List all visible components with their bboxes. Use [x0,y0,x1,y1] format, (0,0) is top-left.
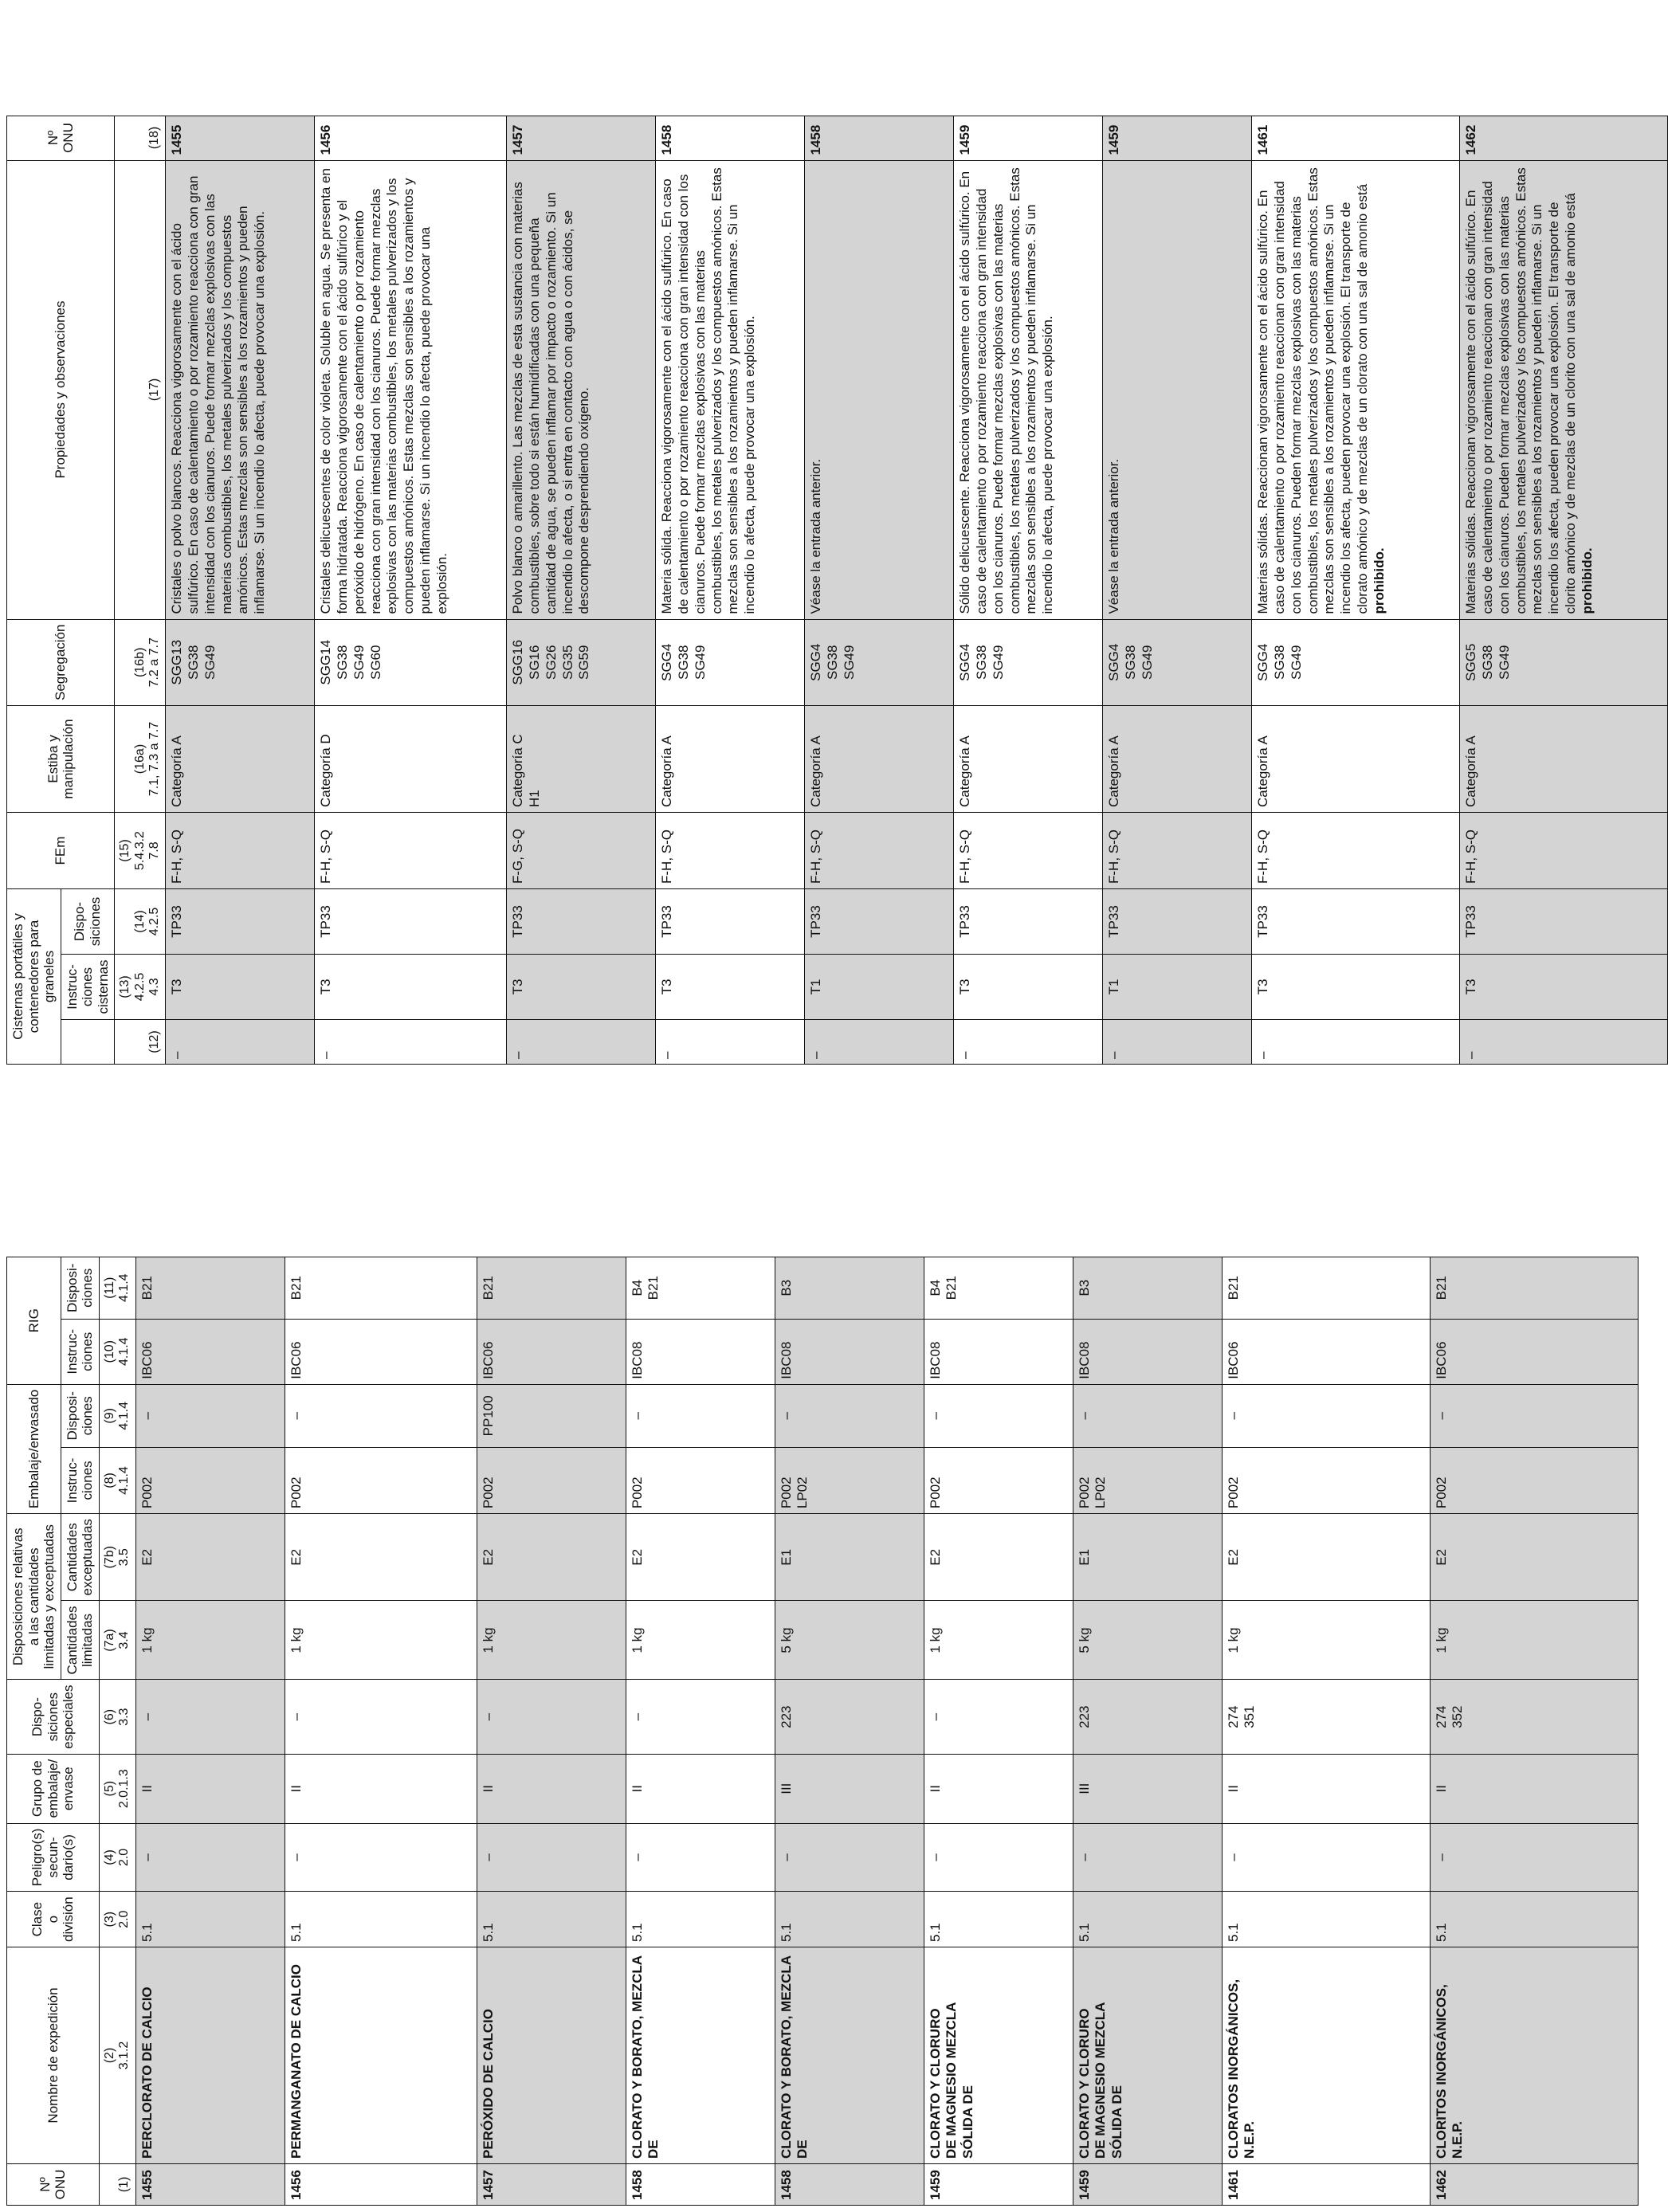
packing-provision-cell: – [775,1384,924,1447]
ibc-provision-cell: B21 [135,1257,285,1319]
table-row [315,116,507,1064]
segregation-cell: SGG14 SG38 SG49 SG60 [315,619,507,705]
table-row [805,116,954,1064]
col12-cell: – [805,1020,954,1065]
col12-cell: – [1460,1020,1668,1065]
properties-cell [1460,160,1668,619]
un-number-cell: 1458 [656,116,805,160]
segregation-cell: SGG5 SG38 SG49 [1460,619,1668,705]
table-row [1103,116,1252,1064]
class-cell: 5.1 [924,1892,1073,1947]
ibc-instruction-cell: IBC06 [285,1319,477,1384]
un-number-cell: 1458 [626,2164,775,2206]
properties-cell [315,160,507,619]
column-number-row [115,116,166,1064]
limited-quantity-cell: 5 kg [775,1601,924,1680]
tank-provision-cell: TP33 [656,889,805,955]
packing-instruction-cell: P002 [626,1447,775,1513]
shipping-name-cell: CLORATO Y BORATO, MEZCLA DE [626,1947,775,2164]
un-number-cell: 1457 [477,2164,626,2206]
segregation-cell: SGG13 SG38 SG49 [166,619,315,705]
stowage-cell: Categoría A [1103,706,1252,813]
un-number-cell: 1462 [1430,2164,1638,2206]
col-number: (7b) 3.5 [99,1514,135,1601]
properties-text: Materias sólidas. Reaccionan vigorosamente con el ácido sulfúrico. En caso de calentamiento o por rozamiento reaccionan con gran intensidad con los cianuros. Pueden formar mezclas explosivas con las materias combustibles, los metales pulverizados y los compuestos amónicos. Estas mezclas son sensibles a los rozamientos y pueden inflamarse. Si un incendio los afecta, pueden provocar una explosión. El transporte de clorito amónico y de mezclas de un clorito con una sal de amonio está [1463,167,1578,614]
ibc-provision-cell: B3 [1073,1257,1222,1319]
excepted-quantity-cell: E2 [924,1514,1073,1601]
packing-instruction-cell: P002 [1430,1447,1638,1513]
packing-group-cell: III [1073,1754,1222,1823]
stowage-cell: Categoría A [1460,706,1668,813]
ems-cell: F-H, S-Q [954,813,1103,889]
col-number: (5) 2.0.1.3 [99,1754,135,1823]
subsidiary-risk-cell: – [1430,1823,1638,1892]
shipping-name-cell: PERMANGANATO DE CALCIO [285,1947,477,2164]
un-number-cell: 1457 [507,116,656,160]
col-number: (10) 4.1.4 [99,1319,135,1384]
shipping-name-cell: CLORATO Y CLORURO DE MAGNESIO MEZCLA SÓLIDA DE [1073,1947,1222,2164]
col-header-portable-tanks-group: Cisternas portátiles y contenedores para graneles [7,889,61,1065]
table-row [1073,1257,1222,2205]
properties-text: Sólido delicuescente. Reacciona vigorosamente con el ácido sulfúrico. En caso de calentamiento o por rozamiento reacciona con gran intensidad con los cianuros. Puede formar mezclas explosivas con las materias combustibles, los metales pulverizados y los compuestos amónicos. Estas mezclas son sensibles a los rozamientos y pueden inflamarse. Si un incendio lo afecta, puede provocar una explosión. [957,167,1056,614]
properties-cell [805,160,954,619]
packing-provision-cell: – [1222,1384,1430,1447]
properties-cell [954,160,1103,619]
class-cell: 5.1 [775,1892,924,1947]
subsidiary-risk-cell: – [135,1823,285,1892]
excepted-quantity-cell: E2 [1430,1514,1638,1601]
packing-instruction-cell: P002 [285,1447,477,1513]
table-row [656,116,805,1064]
un-number-cell: 1461 [1222,2164,1430,2206]
col-number: (12) [115,1020,166,1065]
excepted-quantity-cell: E1 [775,1514,924,1601]
table-row [285,1257,477,2205]
tank-provision-cell: TP33 [954,889,1103,955]
col-header-packing-group-title: Embalaje/envasado [7,1384,61,1513]
shipping-name-cell: CLORATOS INORGÁNICOS, N.E.P. [1222,1947,1430,2164]
properties-bold-text: prohibido. [1579,547,1595,614]
limited-quantity-cell: 1 kg [477,1601,626,1680]
limited-quantity-cell: 1 kg [135,1601,285,1680]
tank-instruction-cell: T1 [1103,955,1252,1020]
segregation-cell: SGG4 SG38 SG49 [1252,619,1460,705]
special-provisions-cell: – [924,1680,1073,1754]
col-header-excepted-quantities: Cantidades exceptuadas [61,1514,99,1601]
tank-instruction-cell: T3 [507,955,656,1020]
ibc-provision-cell: B4 B21 [924,1257,1073,1319]
special-provisions-cell: 274 352 [1430,1680,1638,1754]
col-header-shipping-name: Nombre de expedición [7,1947,100,2164]
un-number-cell: 1459 [924,2164,1073,2206]
un-number-cell: 1456 [285,2164,477,2206]
dg-list-table-right [6,116,1668,1065]
col-number: (16a) 7.1, 7.3 a 7.7 [115,706,166,813]
segregation-cell: SGG4 SG38 SG49 [954,619,1103,705]
properties-cell [166,160,315,619]
stowage-cell: Categoría A [954,706,1103,813]
special-provisions-cell: 223 [775,1680,924,1754]
col-header-tank-instructions: Instruc- ciones cisternas [61,955,115,1020]
header-row [7,116,61,1064]
packing-group-cell: II [1430,1754,1638,1823]
col-header-stowage-handling: Estiba y manipulación [7,706,115,813]
ems-cell: F-G, S-Q [507,813,656,889]
table-row [775,1257,924,2205]
col-number: (14) 4.2.5 [115,889,166,955]
col-header-ibc-group: RIG [7,1257,61,1384]
packing-instruction-cell: P002 [135,1447,285,1513]
col12-cell: – [1252,1020,1460,1065]
packing-instruction-cell: P002 [477,1447,626,1513]
ems-cell: F-H, S-Q [315,813,507,889]
segregation-cell: SGG16 SG16 SG26 SG35 SG59 [507,619,656,705]
segregation-cell: SGG4 SG38 SG49 [1103,619,1252,705]
col-number: (11) 4.1.4 [99,1257,135,1319]
col-number: (7a) 3.4 [99,1601,135,1680]
excepted-quantity-cell: E2 [285,1514,477,1601]
stowage-cell: Categoría A [805,706,954,813]
un-number-cell: 1455 [135,2164,285,2206]
shipping-name-cell: PERÓXIDO DE CALCIO [477,1947,626,2164]
table-row [477,1257,626,2205]
ibc-provision-cell: B21 [285,1257,477,1319]
tank-instruction-cell: T3 [315,955,507,1020]
packing-group-cell: II [626,1754,775,1823]
col-number: (13) 4.2.5 4.3 [115,955,166,1020]
limited-quantity-cell: 1 kg [285,1601,477,1680]
properties-text: Materia sólida. Reacciona vigorosamente con el ácido sulfúrico. En caso de calentamiento o por rozamiento reacciona con gran intensidad con los cianuros. Puede formar mezclas explosivas con las materias combustibles, los metales pulverizados y los compuestos amónicos. Estas mezclas son sensibles a los rozamientos y pueden inflamarse. Si un incendio lo afecta, puede provocar una explosión. [659,167,758,614]
col-number: (6) 3.3 [99,1680,135,1754]
special-provisions-cell: – [285,1680,477,1754]
packing-provision-cell: PP100 [477,1384,626,1447]
col-header-packing-group: Grupo de embalaje/ envase [7,1754,100,1823]
packing-instruction-cell: P002 [924,1447,1073,1513]
limited-quantity-cell: 1 kg [1430,1601,1638,1680]
limited-quantity-cell: 5 kg [1073,1601,1222,1680]
properties-text: Materias sólidas. Reaccionan vigorosamente con el ácido sulfúrico. En caso de calentamiento o por rozamiento reaccionan con gran intensidad con los cianuros. Pueden formar mezclas explosivas con las materias combustibles, los metales pulverizados y los compuestos amónicos. Estas mezclas son sensibles a los rozamientos y pueden inflamarse. Si un incendio los afecta, pueden provocar una explosión. El transporte de clorato amónico y de mezclas de un clorato con una sal de amonio está [1255,167,1370,614]
left-table-body [135,1257,1638,2205]
subsidiary-risk-cell: – [1073,1823,1222,1892]
ems-cell: F-H, S-Q [656,813,805,889]
excepted-quantity-cell: E2 [626,1514,775,1601]
col-header-un-number: Nº ONU [7,2164,100,2206]
col-header-limited-excepted-group: Disposiciones relativas a las cantidades limitadas y exceptuadas [7,1514,61,1680]
excepted-quantity-cell: E2 [477,1514,626,1601]
table-row [507,116,656,1064]
column-number-row [99,1257,135,2205]
properties-text: Cristales o polvo blancos. Reacciona vigorosamente con el ácido sulfúrico. En caso de calentamiento o por rozamiento reacciona con gran intensidad con los cianuros. Puede formar mezclas explosivas con las materias combustibles, los metales pulverizados y los compuestos amónicos. Estas mezclas son sensibles a los rozamientos y pueden inflamarse. Si un incendio lo afecta, puede provocar una explosión. [169,175,268,614]
col-header-ibc-instructions: Instruc- ciones [61,1319,99,1384]
properties-cell [1252,160,1460,619]
stowage-cell: Categoría D [315,706,507,813]
excepted-quantity-cell: E2 [1222,1514,1430,1601]
properties-text: Polvo blanco o amarillento. Las mezclas de esta sustancia con materias combustibles, sobre todo si están humidificadas con una pequeña cantidad de agua, se pueden inflamar por impacto o rozamiento. Si un incendio lo afecta, o si entra en contacto con agua o con ácidos, se descompone desprendiendo oxígeno. [510,182,592,614]
ibc-provision-cell: B3 [775,1257,924,1319]
un-number-cell: 1458 [805,116,954,160]
un-number-cell: 1459 [954,116,1103,160]
packing-provision-cell: – [1073,1384,1222,1447]
shipping-name-cell: CLORITOS INORGÁNICOS, N.E.P. [1430,1947,1638,2164]
ibc-instruction-cell: IBC06 [477,1319,626,1384]
col-header-tank-provisions: Dispo- siciones [61,889,115,955]
col-number: (4) 2.0 [99,1823,135,1892]
properties-cell [507,160,656,619]
col-number: (17) [115,160,166,619]
shipping-name-cell: CLORATO Y BORATO, MEZCLA DE [775,1947,924,2164]
ibc-instruction-cell: IBC08 [626,1319,775,1384]
ems-cell: F-H, S-Q [1252,813,1460,889]
table-row [166,116,315,1064]
packing-instruction-cell: P002 LP02 [775,1447,924,1513]
table-row [1222,1257,1430,2205]
subsidiary-risk-cell: – [924,1823,1073,1892]
subsidiary-risk-cell: – [285,1823,477,1892]
class-cell: 5.1 [1073,1892,1222,1947]
col-number: (1) [99,2164,135,2206]
col-number: (8) 4.1.4 [99,1447,135,1513]
ems-cell: F-H, S-Q [1103,813,1252,889]
col-number: (9) 4.1.4 [99,1384,135,1447]
properties-text: Véase la entrada anterior. [1106,458,1122,614]
right-table-body [166,116,1668,1064]
ibc-provision-cell: B21 [477,1257,626,1319]
ibc-provision-cell: B4 B21 [626,1257,775,1319]
properties-cell [656,160,805,619]
tank-instruction-cell: T3 [166,955,315,1020]
table-row [1252,116,1460,1064]
tank-instruction-cell: T3 [1252,955,1460,1020]
tank-provision-cell: TP33 [166,889,315,955]
col12-cell: – [656,1020,805,1065]
special-provisions-cell: – [626,1680,775,1754]
limited-quantity-cell: 1 kg [1222,1601,1430,1680]
header-row [7,1257,61,2205]
packing-group-cell: II [285,1754,477,1823]
table-row [954,116,1103,1064]
col-header-ibc-provisions: Disposi- ciones [61,1257,99,1319]
un-number-cell: 1458 [775,2164,924,2206]
shipping-name-cell: CLORATO Y CLORURO DE MAGNESIO MEZCLA SÓLIDA DE [924,1947,1073,2164]
limited-quantity-cell: 1 kg [924,1601,1073,1680]
un-number-cell: 1459 [1103,116,1252,160]
col-number: (3) 2.0 [99,1892,135,1947]
un-number-cell: 1459 [1073,2164,1222,2206]
ibc-instruction-cell: IBC08 [1073,1319,1222,1384]
properties-bold-text: prohibido. [1371,547,1387,614]
properties-text: Véase la entrada anterior. [808,458,824,614]
ems-cell: F-H, S-Q [166,813,315,889]
limited-quantity-cell: 1 kg [626,1601,775,1680]
col-header-special-provisions: Dispo- siciones especiales [7,1680,100,1754]
tank-provision-cell: TP33 [315,889,507,955]
table-row [924,1257,1073,2205]
properties-cell [1103,160,1252,619]
excepted-quantity-cell: E1 [1073,1514,1222,1601]
ibc-instruction-cell: IBC06 [135,1319,285,1384]
special-provisions-cell: 223 [1073,1680,1222,1754]
ibc-instruction-cell: IBC06 [1430,1319,1638,1384]
ems-cell: F-H, S-Q [805,813,954,889]
col-header-class: Clase o división [7,1892,100,1947]
un-number-cell: 1455 [166,116,315,160]
packing-group-cell: II [924,1754,1073,1823]
col-number: (18) [115,116,166,160]
special-provisions-cell: – [135,1680,285,1754]
class-cell: 5.1 [135,1892,285,1947]
tank-provision-cell: TP33 [1252,889,1460,955]
class-cell: 5.1 [285,1892,477,1947]
ibc-provision-cell: B21 [1222,1257,1430,1319]
col-header-properties: Propiedades y observaciones [7,160,115,619]
dg-list-table-left [6,1257,1639,2206]
packing-group-cell: II [477,1754,626,1823]
col12-cell: – [954,1020,1103,1065]
subsidiary-risk-cell: – [477,1823,626,1892]
subsidiary-risk-cell: – [626,1823,775,1892]
tank-instruction-cell: T3 [656,955,805,1020]
tank-provision-cell: TP33 [1460,889,1668,955]
subsidiary-risk-cell: – [1222,1823,1430,1892]
tank-provision-cell: TP33 [507,889,656,955]
col12-cell: – [315,1020,507,1065]
properties-text: Cristales delicuescentes de color violeta. Soluble en agua. Se presenta en forma hidratada. Reacciona vigorosamente con el ácido sulfúrico y el peróxido de hidrógeno. En caso de calentamiento o por rozamiento reacciona con gran intensidad con los cianuros. Puede formar mezclas explosivas con las materias combustibles, los metales pulverizados y los compuestos amónicos. Estas mezclas son sensibles a los rozamientos y pueden inflamarse. Si un incendio lo afecta, puede provocar una explosión. [318,168,449,614]
packing-provision-cell: – [924,1384,1073,1447]
class-cell: 5.1 [477,1892,626,1947]
segregation-cell: SGG4 SG38 SG49 [805,619,954,705]
excepted-quantity-cell: E2 [135,1514,285,1601]
packing-group-cell: II [135,1754,285,1823]
col12-cell: – [507,1020,656,1065]
un-number-cell: 1461 [1252,116,1460,160]
col-header-un-number: Nº ONU [7,116,115,160]
special-provisions-cell: – [477,1680,626,1754]
col-header-packing-instructions: Instruc- ciones [61,1447,99,1513]
col-number: (2) 3.1.2 [99,1947,135,2164]
ibc-instruction-cell: IBC08 [924,1319,1073,1384]
ems-cell: F-H, S-Q [1460,813,1668,889]
ibc-instruction-cell: IBC08 [775,1319,924,1384]
subsidiary-risk-cell: – [775,1823,924,1892]
shipping-name-cell: PERCLORATO DE CALCIO [135,1947,285,2164]
col-number: (16b) 7.2 a 7.7 [115,619,166,705]
tank-provision-cell: TP33 [805,889,954,955]
stowage-cell: Categoría A [166,706,315,813]
tank-instruction-cell: T3 [954,955,1103,1020]
special-provisions-cell: 274 351 [1222,1680,1430,1754]
packing-instruction-cell: P002 [1222,1447,1430,1513]
col12-cell: – [1103,1020,1252,1065]
un-number-cell: 1462 [1460,116,1668,160]
col-header-blank [61,1020,115,1065]
col12-cell: – [166,1020,315,1065]
class-cell: 5.1 [1222,1892,1430,1947]
table-row [135,1257,285,2205]
ibc-instruction-cell: IBC06 [1222,1319,1430,1384]
table-row [1460,116,1668,1064]
col-number: (15) 5.4.3.2 7.8 [115,813,166,889]
packing-provision-cell: – [626,1384,775,1447]
tank-instruction-cell: T3 [1460,955,1668,1020]
packing-provision-cell: – [135,1384,285,1447]
packing-instruction-cell: P002 LP02 [1073,1447,1222,1513]
packing-group-cell: II [1222,1754,1430,1823]
packing-provision-cell: – [285,1384,477,1447]
class-cell: 5.1 [1430,1892,1638,1947]
packing-provision-cell: – [1430,1384,1638,1447]
segregation-cell: SGG4 SG38 SG49 [656,619,805,705]
table-row [626,1257,775,2205]
tank-instruction-cell: T1 [805,955,954,1020]
col-header-limited-quantities: Cantidades limitadas [61,1601,99,1680]
col-header-ems: FEm [7,813,115,889]
table-row [1430,1257,1638,2205]
stowage-cell: Categoría A [1252,706,1460,813]
col-header-subsidiary-risk: Peligro(s) secun- dario(s) [7,1823,100,1892]
ibc-provision-cell: B21 [1430,1257,1638,1319]
col-header-segregation: Segregación [7,619,115,705]
stowage-cell: Categoría A [656,706,805,813]
stowage-cell: Categoría C H1 [507,706,656,813]
class-cell: 5.1 [626,1892,775,1947]
tank-provision-cell: TP33 [1103,889,1252,955]
un-number-cell: 1456 [315,116,507,160]
packing-group-cell: III [775,1754,924,1823]
col-header-packing-provisions: Disposi- ciones [61,1384,99,1447]
